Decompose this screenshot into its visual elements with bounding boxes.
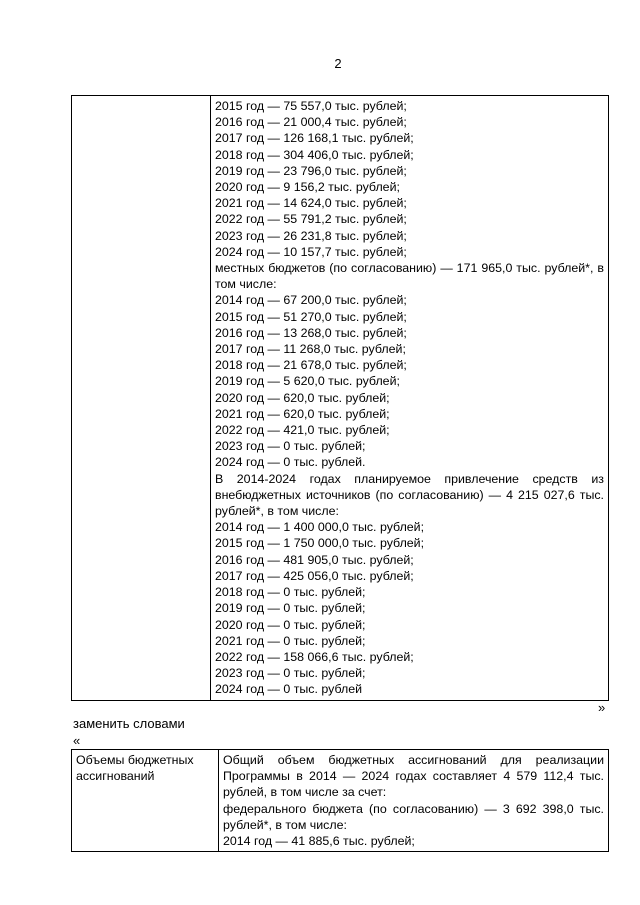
year-line: 2016 год — 13 268,0 тыс. рублей; <box>215 325 407 340</box>
table1-left-cell <box>72 96 211 701</box>
local-budgets-paragraph: местных бюджетов (по согласованию) — 171 965,0 тыс. рублей*, в том числе: <box>215 261 604 292</box>
year-line: 2020 год — 0 тыс. рублей; <box>215 617 366 632</box>
opening-quote: « <box>73 733 81 748</box>
year-line: 2014 год — 41 885,6 тыс. рублей; <box>223 834 415 849</box>
year-line: 2017 год — 126 168,1 тыс. рублей; <box>215 131 414 146</box>
year-line: 2023 год — 0 тыс. рублей; <box>215 666 366 681</box>
year-line: 2020 год — 9 156,2 тыс. рублей; <box>215 180 400 195</box>
total-paragraph: Общий объем бюджетных ассигнований для реализации Программы в 2014 — 2024 годах составляет 4 579 112,4 тыс. рублей, в том числе за счет: <box>223 753 604 800</box>
year-line: 2020 год — 620,0 тыс. рублей; <box>215 390 390 405</box>
table1-lines-c <box>215 519 604 697</box>
year-line: 2022 год — 158 066,6 тыс. рублей; <box>215 649 414 664</box>
year-line: 2014 год — 1 400 000,0 тыс. рублей; <box>215 520 425 535</box>
year-line: 2019 год — 0 тыс. рублей; <box>215 601 366 616</box>
funding-table-old <box>71 95 609 701</box>
year-line: 2019 год — 23 796,0 тыс. рублей; <box>215 163 407 178</box>
year-line: 2016 год — 481 905,0 тыс. рублей; <box>215 552 414 567</box>
extrabudget-paragraph: В 2014-2024 годах планируемое привлечение средств из внебюджетных источников (по согласованию) — 4 215 027,6 тыс. рублей*, в том числе: <box>215 471 604 519</box>
year-line: 2024 год — 10 157,7 тыс. рублей; <box>215 244 407 259</box>
year-line: 2024 год — 0 тыс. рублей <box>215 682 363 697</box>
funding-table-new <box>71 749 609 852</box>
year-line: 2024 год — 0 тыс. рублей. <box>215 455 366 470</box>
table1-lines-b <box>215 292 604 470</box>
year-line: 2017 год — 425 056,0 тыс. рублей; <box>215 568 414 583</box>
federal-paragraph: федерального бюджета (по согласованию) — 3 692 398,0 тыс. рублей*, в том числе: <box>223 801 604 832</box>
year-line: 2018 год — 304 406,0 тыс. рублей; <box>215 147 414 162</box>
table2-left-cell: Объемы бюджетных ассигнований <box>72 750 219 852</box>
year-line: 2021 год — 0 тыс. рублей; <box>215 633 366 648</box>
year-line: 2022 год — 421,0 тыс. рублей; <box>215 423 390 438</box>
year-line: 2015 год — 75 557,0 тыс. рублей; <box>215 99 407 113</box>
year-line: 2017 год — 11 268,0 тыс. рублей; <box>215 342 406 357</box>
year-line: 2023 год — 26 231,8 тыс. рублей; <box>215 228 407 243</box>
year-line: 2021 год — 620,0 тыс. рублей; <box>215 406 390 421</box>
page-number: 2 <box>334 56 342 71</box>
year-line: 2014 год — 67 200,0 тыс. рублей; <box>215 293 407 308</box>
closing-quote: » <box>598 700 606 715</box>
table1-lines-a <box>215 98 604 260</box>
year-line: 2022 год — 55 791,2 тыс. рублей; <box>215 212 407 227</box>
replace-with-text: заменить словами <box>73 716 185 731</box>
table1-right-cell <box>211 96 609 701</box>
table2-right-cell <box>219 750 609 852</box>
year-line: 2016 год — 21 000,4 тыс. рублей; <box>215 115 407 130</box>
year-line: 2018 год — 0 тыс. рублей; <box>215 585 366 600</box>
year-line: 2018 год — 21 678,0 тыс. рублей; <box>215 358 407 373</box>
year-line: 2021 год — 14 624,0 тыс. рублей; <box>215 196 407 211</box>
year-line: 2015 год — 1 750 000,0 тыс. рублей; <box>215 536 425 551</box>
year-line: 2015 год — 51 270,0 тыс. рублей; <box>215 309 407 324</box>
year-line: 2023 год — 0 тыс. рублей; <box>215 439 366 454</box>
year-line: 2019 год — 5 620,0 тыс. рублей; <box>215 374 400 389</box>
